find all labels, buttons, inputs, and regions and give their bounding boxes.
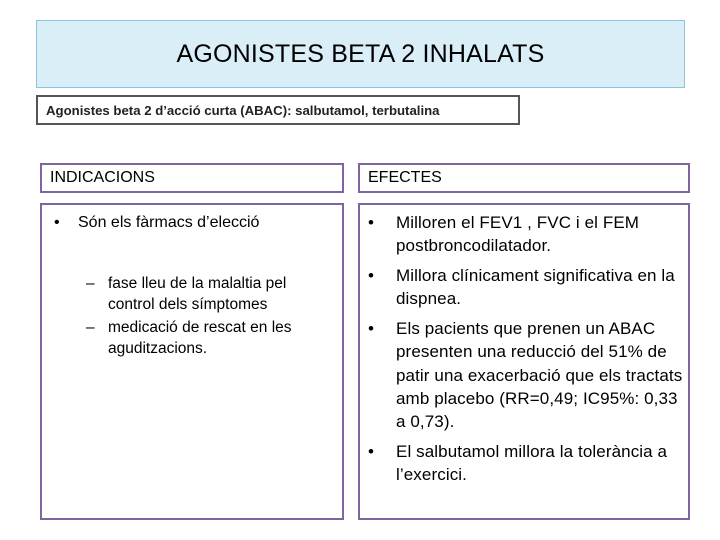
- list-item: [368, 264, 688, 311]
- indicacions-header: [40, 163, 344, 193]
- slide-title: AGONISTES BETA 2 INHALATS: [176, 39, 545, 68]
- efectes-list: [368, 211, 688, 493]
- indicacions-sub-text: fase lleu de la malaltia pel control dels símptomes: [108, 275, 287, 313]
- efectes-header: [358, 163, 690, 193]
- list-item: [86, 273, 336, 315]
- indicacions-sub-text: medicació de rescat en les aguditzacions.: [108, 319, 292, 357]
- list-item: [368, 440, 688, 487]
- efectes-item-text: El salbutamol millora la tolerància a l’exercici.: [396, 442, 668, 485]
- indicacions-main-text: Són els fàrmacs d’elecció: [78, 214, 260, 231]
- indicacions-sublist: [86, 273, 336, 361]
- dash-bullet-icon: –: [86, 275, 95, 292]
- list-item: [86, 317, 336, 359]
- list-item: [54, 213, 259, 233]
- bullet-icon: •: [368, 213, 375, 232]
- bullet-icon: •: [54, 214, 60, 231]
- bullet-icon: •: [368, 442, 375, 462]
- efectes-header-label: EFECTES: [368, 169, 442, 186]
- efectes-panel: [358, 203, 690, 520]
- efectes-item-text: Milloren el FEV1 , FVC i el FEM postbroncodilatador.: [396, 213, 640, 256]
- bullet-icon: •: [368, 266, 375, 286]
- subtitle-text: Agonistes beta 2 d’acció curta (ABAC): salbutamol, terbutalina: [46, 102, 440, 118]
- dash-bullet-icon: –: [86, 319, 95, 336]
- list-item: [368, 317, 688, 433]
- title-banner: [36, 20, 685, 88]
- list-item: [368, 211, 688, 258]
- indicacions-list: [54, 213, 259, 233]
- indicacions-panel: [40, 203, 344, 520]
- efectes-item-text: Els pacients que prenen un ABAC presenten una reducció del 51% de patir una exacerbació que els tractats amb placebo (RR=0,49; IC95%: 0,33 a 0,73).: [396, 319, 683, 432]
- indicacions-header-label: INDICACIONS: [50, 169, 155, 186]
- subtitle-box: [36, 95, 520, 125]
- bullet-icon: •: [368, 319, 375, 339]
- efectes-item-text: Millora clínicament significativa en la dispnea.: [396, 266, 675, 309]
